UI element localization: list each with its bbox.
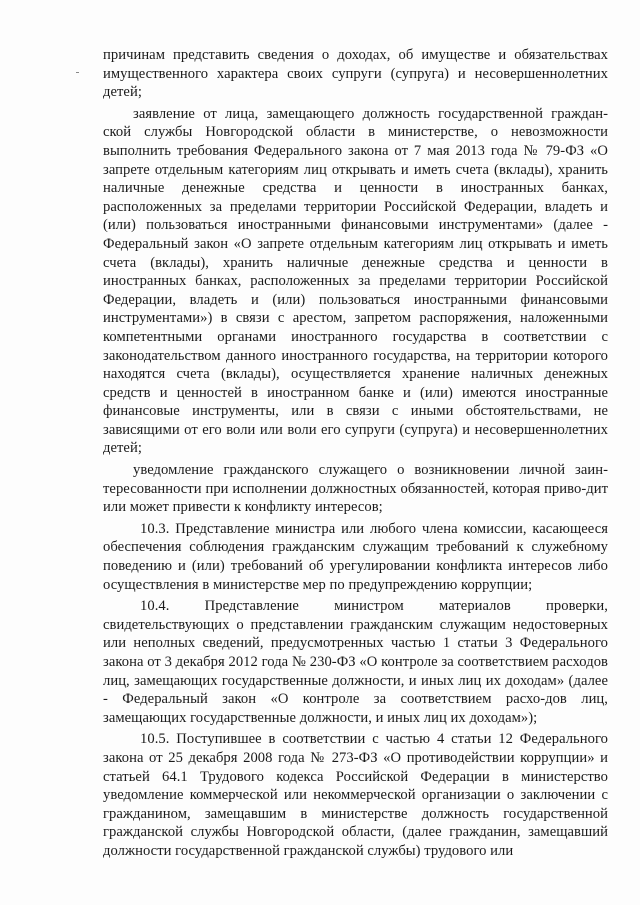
paragraph-10-3: 10.3. Представление министра или любого члена комиссии, касающееся обеспечения соблюдения гражданским служащим требований к служебному поведению и (или) требований об урегулировании конфликта интересов либо осуществления в министерстве мер по предупреждению коррупции; (103, 520, 608, 593)
paragraph-conflict-notification: уведомление гражданского служащего о возникновении личной заин-тересованности при исполнении должностных обязанностей, которая приво-дит или может привести к конфликту интересов; (103, 462, 608, 516)
paragraph-continuation-income-info: причинам представить сведения о доходах, об имуществе и обязательствах имущественного характера своих супруги (супруга) и несовершеннолетних детей; (103, 47, 608, 101)
paragraph-10-4: 10.4. Представление министром материалов проверки, свидетельствующих о представлении гражданским служащим недостоверных или неполных сведений, предусмотренных частью 1 статьи 3 Федерального закона от 3 декабря 2012 года № 230-ФЗ «О контроле за соответствием расходов лиц, замещающих государственные должности, и иных лиц их доходам» (далее - Федеральный закон «О контроле за соответствием расхо-дов лиц, замещающих государственные должности, и иных лиц их доходам»); (103, 598, 608, 726)
paragraph-10-5: 10.5. Поступившее в соответствии с частью 4 статьи 12 Федерального закона от 25 декабря 2008 года № 273-ФЗ «О противодействии коррупции» и статьей 64.1 Трудового кодекса Российской Федерации в министерство уведомление коммерческой или некоммерческой организации о заключении с гражданином, замещавшим в министерстве должность государственной гражданской службы Новгородской области, (далее гражданин, замещавший должности государственной гражданской службы) трудового или (103, 731, 608, 859)
paragraph-statement-foreign-accounts: заявление от лица, замещающего должность государственной граждан-ской службы Новгородской области в министерстве, о невозможности выполнить требования Федерального закона от 7 мая 2013 года № 79-ФЗ «О запрете отдельным категориям лиц открывать и иметь счета (вклады), хранить наличные денежные средства и ценности в иностранных банках, расположенных за пределами территории Российской Федерации, владеть и (или) пользоваться иностранными финансовыми инструментами» (далее - Федеральный закон «О запрете отдельным категориям лиц открывать и иметь счета (вклады), хранить наличные денежные средства и ценности в иностранных банках, расположенных за пределами территории Российской Федерации, владеть и (или) пользоваться иностранными финансовыми инструментами») в связи с арестом, запретом распоряжения, наложенными компетентными органами иностранного государства в соответствии с законодательством данного иностранного государства, на территории которого находятся счета (вклады), осуществляется хранение наличных денежных средств и ценностей в иностранном банке и (или) имеются иностранные финансовые инструменты, или в связи с иными обстоятельствами, не зависящими от его воли или воли его супруги (супруга) и несовершеннолетних детей; (103, 105, 608, 457)
document-body (103, 46, 608, 861)
margin-mark (76, 72, 79, 73)
